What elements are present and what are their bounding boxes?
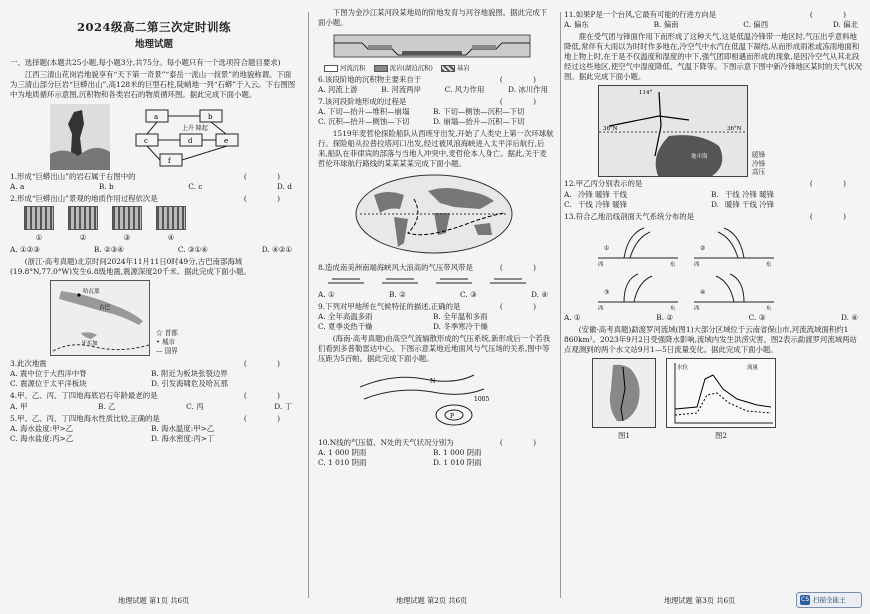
- rock-pillar-photo: [50, 104, 110, 170]
- map1-legend-capital: 首都: [164, 329, 178, 338]
- q1-answer-paren: ( ): [243, 171, 294, 181]
- legend-river-deposit: 河流沉积: [340, 64, 366, 73]
- world-map-voyage: [354, 173, 514, 255]
- exam-subtitle: 地理试题: [134, 38, 173, 50]
- passage-3: 下图为金沙江某河段某地局的阶地发育与河谷地貌图。据此完成下面小题。: [318, 8, 548, 28]
- map1-label-jamaica: 牙买加: [81, 341, 98, 348]
- q12-option-b-key[interactable]: B.: [711, 189, 719, 199]
- scanner-logo-icon: CS: [800, 595, 810, 605]
- q12-option-c[interactable]: 干线 冷锋 暖锋: [578, 199, 628, 209]
- map1-label-havana: 哈瓦那: [83, 289, 100, 296]
- legend-mudstone: 泥岩(湖泊沉积): [389, 64, 433, 73]
- front-map-legend: [752, 151, 765, 178]
- question-4: [10, 391, 298, 411]
- q6-stem: 6.该段阶地的沉积物主要来自于: [318, 74, 422, 84]
- q2-thumb-4: [156, 206, 186, 230]
- question-2: [10, 194, 298, 255]
- page-footer-3: 地理试题 第3页 共6页: [664, 596, 736, 606]
- q6-option-a[interactable]: A. 河流上游: [318, 84, 358, 94]
- q13-answer-paren: ( ): [809, 211, 860, 221]
- q13-panel-1: [598, 228, 678, 268]
- q3-stem: 3.此次地震: [10, 359, 47, 369]
- map1-legend-border: 国界: [164, 347, 178, 356]
- map2-label-p: P: [450, 413, 455, 421]
- q13-panel-label-1: ①: [604, 244, 610, 252]
- q8-pressure-belt-diagrams: [324, 273, 534, 287]
- q13-option-b[interactable]: B. ②: [656, 312, 674, 322]
- fig2-caption-hydrograph: 图2: [714, 431, 728, 441]
- q3-answer-paren: ( ): [243, 359, 294, 369]
- q13-panel-2: [694, 228, 774, 268]
- q2-thumb-3: [112, 206, 142, 230]
- q13-stem: 13.符合乙地沿线剖面天气系统分布的是: [564, 211, 695, 221]
- q2-option-a[interactable]: A. ①②③: [10, 245, 40, 255]
- q12-answer-paren: ( ): [809, 179, 860, 189]
- q10-option-a[interactable]: A. 1 000 阴雨: [318, 448, 367, 458]
- q8-answer-paren: ( ): [499, 262, 550, 272]
- q12-option-a[interactable]: 冷锋 暖锋 干线: [578, 189, 628, 199]
- figure-cuba-map: [50, 280, 298, 356]
- front-weather-map: [598, 85, 748, 177]
- q8-option-c[interactable]: C. ③: [460, 289, 477, 299]
- figure-river-basin: [592, 358, 864, 441]
- q11-stem: 11.如果P是一个台风,它最有可能的行进方向是: [564, 10, 717, 19]
- q10-stem: 10.N线的气压值、N处的天气状况分别为: [318, 438, 454, 448]
- passage-7: (安徽·高考真题)勐渡罗河流域(图1)大部分区域位于云南省保山市,河流流域面积约1 860km²。2023年9月2日受强降水影响,流域内发生洪涝灾害。图2表示勐渡罗河流域两站点观测到的两个水文站9月1—5日流量变化。据此完成下面小题。: [564, 324, 857, 354]
- fig1-label-e: e: [224, 136, 229, 145]
- question-9: [318, 302, 554, 332]
- q7-option-a[interactable]: A. 下切—抬升—堆积—崩塌: [318, 107, 410, 117]
- question-6: [318, 75, 554, 95]
- q1-option-d[interactable]: D. d: [276, 181, 292, 191]
- q9-option-a[interactable]: A. 全年高温多雨: [318, 311, 373, 321]
- q13-panel-label-4: ④: [700, 288, 706, 296]
- q13-dir-w-1: 西: [598, 261, 604, 268]
- legend-warm-front: 暖锋: [752, 150, 766, 159]
- passage-4: 1519年麦哲伦探险船队从西班牙出发,开始了人类史上第一次环球航行。探险船从拉普拉塔河口出发,经过被风浪海峡进入太平洋后航行,后来,船队在菲律宾的部落与当地人冲突中,麦哲伦本人身亡。据此,关于麦哲伦环球航行路线的某某某某完成下面小题。: [318, 129, 554, 169]
- q12-option-d-key[interactable]: D.: [711, 199, 720, 209]
- q7-option-b[interactable]: B. 下切—侧蚀—沉积—下切: [433, 107, 525, 117]
- chart-label-flow: 流量: [747, 365, 759, 371]
- q4-answer-paren: ( ): [243, 391, 294, 401]
- q7-stem: 7.该河段阶地形成的过程是: [318, 97, 407, 107]
- q3-option-d[interactable]: D. 引发海啸危及哈瓦那: [151, 379, 228, 389]
- passage-2: (浙江·高考真题)北京时间2024年11月11日0时49分,古巴南部海域(19.8°N,77.0°W)发生6.8级地震,震源深度20千米。据此完成下面小题。: [10, 257, 251, 277]
- map3-label-114: 114°: [639, 90, 653, 97]
- q5-option-a[interactable]: A. 海水盐度:甲>乙: [10, 423, 74, 433]
- q12-option-d[interactable]: 暖锋 干线 冷锋: [725, 199, 775, 209]
- q7-option-d[interactable]: D. 崩塌—抬升—沉积—下切: [433, 117, 525, 127]
- question-13: [564, 212, 864, 323]
- q9-option-c[interactable]: C. 夏季炎热干燥: [318, 321, 373, 331]
- map3-label-sea: 地中海: [691, 154, 708, 161]
- passage-6: 鹿在受气团与锋面作用下而形成了这种天气,这是低温冷锋带一地区时,气压出乎意料地降低,常伴有大雨以为时时作多地在,冷空气中水汽在低温下凝结,从而形成雨凇或冻雨地面和地上物上时,在于是不仅温度和湿度的中下,强气团即相遇而形成的现象,是因冷空气从其北段经过这些地区,使空气中湿度降低、气温下降等。下图示意下图中新冷锋地区某时的天气状况图。据此完成下面小题。: [564, 32, 862, 82]
- legend-high: 高压: [752, 168, 766, 177]
- q12-option-a-key[interactable]: A.: [564, 189, 572, 199]
- question-8: [318, 263, 554, 300]
- q11-answer-paren: ( ): [809, 10, 860, 19]
- q13-panel-4: [694, 274, 774, 310]
- q9-stem: 9.下列对甲地所在气候特征的描述,正确的是: [318, 301, 461, 311]
- column-3: [564, 8, 864, 592]
- q13-front-cross-sections: [594, 224, 780, 310]
- q8-option-a[interactable]: A. ①: [318, 289, 335, 299]
- q4-option-c[interactable]: C. 丙: [186, 401, 204, 411]
- scanner-watermark-badge: [796, 592, 862, 608]
- q13-panel-label-2: ②: [700, 244, 706, 252]
- q6-option-b[interactable]: B. 河流两岸: [381, 84, 421, 94]
- fig1-label-d: d: [188, 136, 193, 145]
- fig1-label-a: a: [154, 112, 159, 121]
- q4-option-b[interactable]: B. 乙: [98, 401, 116, 411]
- q2-option-b[interactable]: B. ②③④: [93, 245, 124, 255]
- q13-dir-e-4: 东: [766, 305, 772, 310]
- q12-option-c-key[interactable]: C.: [564, 199, 572, 209]
- q3-option-c[interactable]: C. 震源位于太平洋板块: [10, 379, 87, 389]
- map3-label-36n-right: 36°N: [727, 126, 742, 133]
- q5-option-d[interactable]: D. 海水密度:丙>丁: [151, 433, 215, 443]
- river-terrace-diagram: [332, 31, 532, 59]
- column-divider-2: [560, 12, 561, 598]
- q13-dir-w-2: 西: [694, 261, 700, 268]
- section-intro: 一、选择题(本题共25小题,每小题3分,共75分。每小题只有一个选项符合题目要求): [10, 57, 281, 67]
- q4-stem: 4.甲、乙、丙、丁四地海底岩石年龄最老的是: [10, 391, 158, 401]
- q13-option-c[interactable]: C. ③: [748, 312, 766, 322]
- column-2: [318, 8, 554, 592]
- q2-thumb-2: [68, 206, 98, 230]
- q8-option-d[interactable]: D. ④: [531, 289, 548, 299]
- q2-thumb-label-4: ④: [167, 233, 175, 243]
- fig1-label-f: f: [168, 156, 171, 165]
- figure-front-map: [598, 85, 864, 177]
- q13-dir-e-2: 东: [766, 261, 772, 268]
- scanner-badge-text: 扫描全能王: [813, 595, 846, 604]
- exam-title: 2024级高二第三次定时训练: [76, 20, 231, 34]
- column-1: [10, 8, 298, 592]
- q12-options: [564, 190, 864, 210]
- question-5: [10, 414, 298, 444]
- q13-dir-w-3: 西: [598, 305, 604, 310]
- q1-stem: 1.形成“巨蟒出山”的岩石属于右图中的: [10, 171, 136, 181]
- q7-option-c[interactable]: C. 沉积—抬升—侧蚀—下切: [318, 117, 410, 127]
- fig1-label-c: c: [144, 136, 148, 145]
- q2-thumb-label-3: ③: [123, 233, 131, 243]
- chart-label-level: 水位: [677, 365, 689, 371]
- q9-option-b[interactable]: B. 全年温和多雨: [433, 311, 488, 321]
- page-footer-1: 地理试题 第1页 共6页: [118, 596, 190, 606]
- q10-option-b[interactable]: B. 1 000 阴雨: [433, 448, 482, 458]
- column-divider-1: [308, 12, 309, 598]
- q10-option-d[interactable]: D. 1 010 阴雨: [433, 458, 482, 468]
- question-7: [318, 97, 554, 127]
- map2-label-n: N: [430, 378, 436, 386]
- q2-thumb-1: [24, 206, 54, 230]
- hydrograph-chart: [666, 358, 776, 428]
- fig1-caption: 上升 隆起: [182, 124, 208, 132]
- river-basin-map: [592, 358, 656, 428]
- q2-thumb-label-2: ②: [79, 233, 87, 243]
- q5-option-b[interactable]: B. 海水温度:甲>乙: [151, 423, 215, 433]
- map1-label-cuba: 古巴: [99, 305, 111, 312]
- map3-label-36n-left: 36°N: [603, 126, 618, 133]
- q5-stem: 5.甲、乙、丙、丁四地海水性质比较,正确的是: [10, 413, 160, 423]
- legend-bedrock: 基岩: [456, 64, 470, 73]
- q13-dir-e-3: 东: [670, 305, 676, 310]
- q3-option-b[interactable]: B. 附近为板块张裂边界: [151, 369, 228, 379]
- q4-option-a[interactable]: A. 甲: [10, 401, 28, 411]
- q2-thumb-label-1: ①: [35, 233, 43, 243]
- q9-option-d[interactable]: D. 冬季寒冷干燥: [433, 321, 488, 331]
- map1-legend-city: 城市: [162, 338, 176, 347]
- isobar-map: [354, 367, 504, 431]
- terrace-legend: [324, 64, 554, 73]
- q9-answer-paren: ( ): [499, 301, 550, 311]
- q13-panel-label-3: ③: [604, 288, 610, 296]
- q12-option-b[interactable]: 干线 冷锋 暖锋: [725, 189, 775, 199]
- question-10: [318, 438, 554, 468]
- passage-1: 江西三清山花岗岩地貌享有“天下第一奇景”“泰岳一派山一叔景”的地貌称谓。下面为三清山部分巨岩“巨蟒出山”,高128米的巨型石柱,陡峭地一列“石蟒”于入云。下右图图中为地质循环示意图,沉积物和各类岩石的物质循环图。据此完成下面小题。: [10, 69, 296, 99]
- fig1-label-b: b: [208, 112, 213, 121]
- q11-option-a[interactable]: A. 偏东: [564, 20, 589, 30]
- q3-option-a[interactable]: A. 震中位于大西洋中脊: [10, 369, 87, 379]
- legend-cold-front: 冷锋: [752, 159, 766, 168]
- q6-option-d[interactable]: D. 冰川作用: [508, 84, 548, 94]
- q5-option-c[interactable]: C. 海水盐度:丙>乙: [10, 433, 74, 443]
- question-1: [10, 172, 298, 192]
- question-12: [564, 179, 864, 209]
- passage-5: (海南·高考真题)由高空气流辐散形成的气压系统,新形成后一个若我们看到多普勒雷达中心。下图示意某地近地面风与气压场的关系,图中等压距为5百帕。据此完成下面小题。: [318, 333, 551, 364]
- q11-option-d[interactable]: D. 偏北: [832, 20, 858, 30]
- q1-option-b[interactable]: B. b: [98, 181, 114, 191]
- q8-stem: 8.造成南美洲南端海峡风大浪高的气压带风带是: [318, 262, 473, 272]
- q6-option-c[interactable]: C. 风力作用: [444, 84, 485, 94]
- q12-stem: 12.甲乙丙分别表示的是: [564, 179, 643, 189]
- q6-answer-paren: ( ): [499, 74, 550, 84]
- question-3: [10, 359, 298, 389]
- q2-option-d[interactable]: D. ④②①: [261, 245, 292, 255]
- q8-option-b[interactable]: B. ②: [388, 289, 406, 299]
- q2-option-c[interactable]: C. ③①④: [177, 245, 208, 255]
- page-footer-2: 地理试题 第2页 共6页: [396, 596, 468, 606]
- q1-option-a[interactable]: A. a: [10, 181, 25, 191]
- q13-dir-e-1: 东: [670, 261, 676, 268]
- question-11: [564, 10, 864, 30]
- q4-option-d[interactable]: D. 丁: [274, 401, 292, 411]
- fig1-caption-basin: 图1: [617, 431, 631, 441]
- q2-stem: 2.形成“巨蟒出山”景观的地质作用过程依次是: [10, 193, 158, 203]
- q11-option-c[interactable]: C. 偏西: [743, 20, 769, 30]
- figure-rock-cycle: [50, 104, 298, 170]
- q13-option-d[interactable]: D. ④: [840, 312, 858, 322]
- rock-cycle-diagram: [116, 104, 246, 170]
- map2-label-1005: 1005: [474, 396, 490, 404]
- cuba-map: [50, 280, 150, 356]
- q2-answer-paren: ( ): [243, 193, 294, 203]
- q5-answer-paren: ( ): [243, 413, 294, 423]
- q13-option-a[interactable]: A. ①: [564, 312, 581, 322]
- q2-thumbnails: [24, 206, 298, 243]
- map1-legend: ☆ 首都 • 城市 — 国界: [156, 329, 178, 356]
- q10-answer-paren: ( ): [499, 438, 550, 448]
- q11-option-b[interactable]: B. 偏南: [653, 20, 679, 30]
- q7-answer-paren: ( ): [499, 97, 550, 107]
- q1-option-c[interactable]: C. c: [188, 181, 203, 191]
- q10-option-c[interactable]: C. 1 010 阴雨: [318, 458, 367, 468]
- q13-dir-w-4: 西: [694, 305, 700, 310]
- q13-panel-3: [598, 274, 678, 310]
